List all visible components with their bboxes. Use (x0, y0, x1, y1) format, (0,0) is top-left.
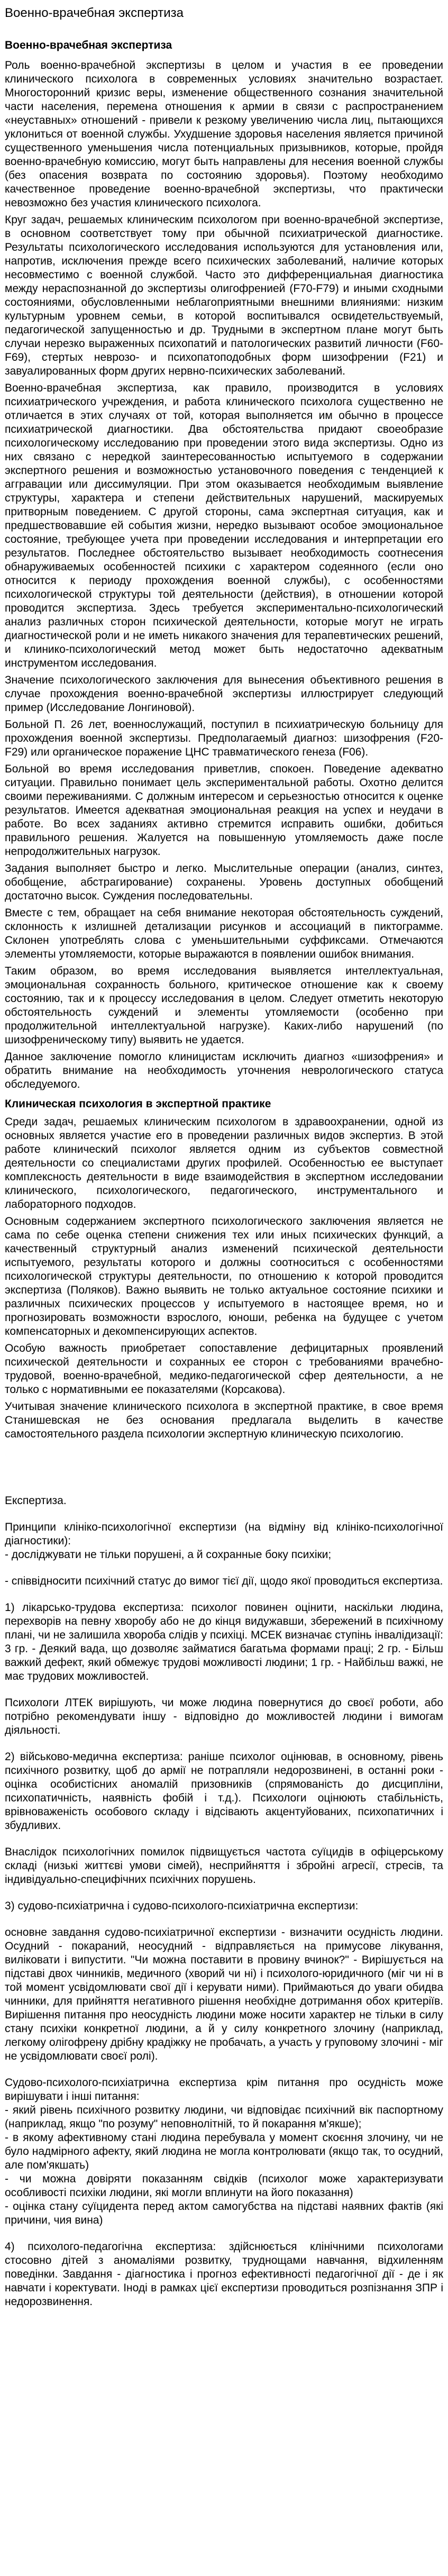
list-item: - співвідносити психічний статус до вимог тієї дії, щодо якої проводиться експертиза. (5, 1575, 443, 1587)
page-title: Военно-врачебная экспертиза (5, 6, 184, 20)
paragraph: Психологи ЛТЕК вирішують, чи може людина повернутися до своєї роботи, або потрібно рекомендувати іншу - відповідно до можливостей людини і вимогам діяльності. (5, 1697, 443, 1736)
list-item: - який рівень психічного розвитку людини, чи відповідає психічний вік паспортному (наприклад, якщо "по розуму" неповнолітній, то й покарання м'якше); (5, 2104, 443, 2130)
paragraph: 1) лікарсько-трудова експертиза: психолог повинен оцінити, наскільки людина, перехворів на певну хворобу або не до кінця видужавши, збережений в психічному плані, чи не залишила хвороба слідів у психіці. МСЕК визначає ступінь інвалідизації: 3 гр. - Деякий вада, що дозволяє займатися багатьма формами праці; 2 гр. - Більш важкий дефект, який обмежує трудові можливості людини; 1 гр. - Найбільш важкі, не має трудових можливостей. (5, 1601, 443, 1682)
paragraph: Учитывая значение клинического психолога в экспертной практике, в свое время Станишевская не без основания предлагала выделить в качестве самостоятельного раздела психологии экспертную клиническую психологию. (5, 1400, 443, 1440)
paragraph: Основным содержанием экспертного психологического заключения является не сама по себе оценка степени снижения тех или иных психических функций, а качественный структурный анализ изменений психической деятельности испытуемого, результаты которого и должны соотноситься с особенностями психологической структуры деятельности, по отношению к которой проводится экспертиза (Поляков). Важно выявить не только актуальное состояние психики и различных психических процессов у испытуемого в настоящее время, но и прогнозировать возможности взрослого, юноши, ребенка на будущее с учетом компенсаторных и декомпенсирующих аспектов. (5, 1215, 443, 1337)
list-item: - в якому афективному стані людина перебувала у момент скоєння злочину, чи не було надмірного афекту, який людина не могла контролювати (якщо так, то осудний, але пом'якшать) (5, 2132, 443, 2171)
section-title: Експертиза. (5, 1495, 67, 1507)
paragraph: 4) психолого-педагогічна експертиза: здійснюється клінічними психологами стосовно дітей з аномаліями розвитку, труднощами навчання, відхиленням поведінки. Завдання - діагностика і прогноз ефективності педагогічної дії - де і як навчати і коректувати. Іноді в рамках цієї експертизи проводиться розпізнання ЗПР і недорозвинення. (5, 2241, 443, 2308)
list-item: - досліджувати не тільки порушені, а й сохранные боку психіки; (5, 1549, 332, 1561)
military-medical-expertise-section (5, 38, 443, 1091)
list-item: - оцінка стану суїцидента перед актом самогубства на підставі наявних фактів (які причини, чия вина) (5, 2200, 443, 2226)
paragraph: Задания выполняет быстро и легко. Мыслительные операции (анализ, синтез, обобщение, абстрагирование) сохранены. Уровень доступных обобщений достаточно высок. Суждения последовательны. (5, 862, 443, 902)
section-heading: Военно-врачебная экспертиза (5, 39, 172, 51)
paragraph: Таким образом, во время исследования выявляется интеллектуальная, эмоциональная сохранность больного, критическое отношение как к своему состоянию, так и к процессу исследования в целом. Следует отметить некоторую обстоятельность суждений и элементы утомляемости (особенно при продолжительной интеллектуальной нагрузке). Каких-либо нарушений (по шизофреническому типу) выявить не удается. (5, 965, 443, 1046)
paragraph: Судово-психолого-психіатрична експертиза крім питання про осудність може вирішувати і інші питання: (5, 2077, 443, 2102)
expert-practice-section (5, 1097, 443, 1441)
list-item: - чи можна довіряти показанням свідків (психолог може характеризувати особливості психіки людини, які могли вплинути на його показання) (5, 2173, 443, 2199)
expertise-ukrainian-section (5, 1494, 443, 2309)
paragraph: Больной во время исследования приветлив, спокоен. Поведение адекватно ситуации. Правильно понимает цель экспериментальной работы. Охотно делится своими переживаниями. С должным интересом и серьезностью относится к оценке результатов. Имеется адекватная эмоциональная реакция на успех и неудачи в работе. Во всех заданиях активно стремится исправить ошибки, добиться правильного решения. Жалуется на повышенную утомляемость даже после непродолжительных нагрузок. (5, 763, 443, 858)
paragraph: 3) судово-психіатрична і судово-психолого-психіатрична експертизи: (5, 1900, 359, 1912)
paragraph: Данное заключение помогло клиницистам исключить диагноз «шизофрения» и обратить внимание на необходимость уточнения неврологического статуса обследуемого. (5, 1051, 443, 1090)
paragraph: Значение психологического заключения для вынесения объективного решения в случае прохождения военно-врачебной экспертизы иллюстрирует следующий пример (Исследование Лонгиновой). (5, 674, 443, 714)
paragraph: Внаслідок психологічних помилок підвищується частота суїцидів в офіцерському складі (низькі життєві умови сімей), несприйняття і збройні агресії, стресів, та індивідуально-специфічних психічних порушень. (5, 1846, 443, 1886)
paragraph: Военно-врачебная экспертиза, как правило, производится в условиях психиатрического учреждения, и работа клинического психолога существенно не отличается в этих случаях от той, которая выполняется им обычно в процессе психиатрической диагностики. Два обстоятельства придают своеобразие психологическому исследованию при проведении этого вида экспертизы. Одно из них связано с нередкой заинтересованностью испытуемого в содержании экспертного решения и возможностью установочного поведения с тенденцией к аггравации или диссимуляции. При этом оказывается необходимым выявление структуры, характера и степени действительных нарушений, маскируемых притворным поведением. С другой стороны, сама экспертная ситуация, как и предшествовавшие ей события жизни, нередко вызывают особое эмоциональное состояние, требующее учета при проведении исследования и интерпретации его результатов. Последнее обстоятельство вызывает необходимость соотнесения обнаруживаемых особенностей психики с характером содеянного (если оно относится к периоду прохождения военной службы), с особенностями психологической структуры той деятельности (действия), в отношении которой проводится экспертиза. Здесь требуется экспериментально-психологический анализ различных сторон психической деятельности, которые могут не играть диагностической роли и не иметь никакого значения для терапевтических решений, и клинико-психологический метод может быть недостаточно адекватным инструментом исследования. (5, 382, 443, 669)
paragraph: основне завдання судово-психіатричної експертизи - визначити осудність людини. Осудний - покараний, неосудний - відправляється на примусове лікування, виліковати і випустити. "Чи можна поставити в провину вчинок?" - Вирішується на підставі двох чинників, медичного (хворий чи ні) і психолого-юридичного (міг чи ні в той момент усвідомлювати свої дії і керувати ними). Приймаються до уваги обидва чинники, для прийняття негативного рішення необхідне дотримання обох критеріїв. Вирішення питання про неосудність людини може носити характер не тільки в силу стану психіки конкретної людини, а й у силу конкретного злочину (наприклад, легкому олігофрену дрібну крадіжку не пробачать, а участь у груповому злочині - міг не усвідомлювати своєї ролі). (5, 1926, 443, 2062)
paragraph: Роль военно-врачебной экспертизы в целом и участия в ее проведении клинического психолога в современных условиях значительно возрастает. Многосторонний кризис веры, изменение общественного сознания значительной части населения, перемена отношения к армии в связи с распространением «неуставных» отношений - привели к резкому увеличению числа лиц, пытающихся уклониться от военной службы. Ухудшение здоровья населения является причиной существенного уменьшения числа потенциальных призывников, которые, пройдя военно-врачебную комиссию, могут быть направлены для несения военной службы (без опасения возврата по состоянию здоровья). Поэтому необходимо качественное проведение военно-врачебной экспертизы, что практически невозможно без участия клинического психолога. (5, 59, 443, 209)
paragraph: Больной П. 26 лет, военнослужащий, поступил в психиатрическую больницу для прохождения военной экспертизы. Предполагаемый диагноз: шизофрения (F20-F29) или органическое поражение ЦНС травматического генеза (F06). (5, 718, 443, 758)
paragraph: Вместе с тем, обращает на себя внимание некоторая обстоятельность суждений, склонность к излишней детализации рисунков и ассоциаций в пиктограмме. Склонен употреблять слова с уменьшительными суффиксами. Отмечаются элементы утомляемости, которые выражаются в появлении ошибок внимания. (5, 907, 443, 960)
paragraph: Среди задач, решаемых клиническим психологом в здравоохранении, одной из основных является участие его в проведении различных видов экспертиз. В этой работе клинический психолог является одним из субъектов совместной деятельности со специалистами других профилей. Особенностью ее выступает комплексность деятельности в виде взаимодействия в экспертном исследовании клинического, психологического, педагогического, инструментального и лабораторного подходов. (5, 1116, 443, 1210)
paragraph: Принципи клініко-психологічної експертизи (на відміну від клініко-психологічної діагностики): (5, 1521, 443, 1547)
section-heading: Клиническая психология в экспертной практике (5, 1098, 271, 1110)
paragraph: Круг задач, решаемых клиническим психологом при военно-врачебной экспертизе, в основном соответствует тому при обычной психиатрической диагностике. Результаты психологического исследования используются для установления или, напротив, исключения прежде всего психических заболеваний, наличие которых несовместимо с военной службой. Часто это дифференциальная диагностика между нераспознанной до экспертизы олигофренией (F70-F79) и иными сходными состояниями, обусловленными неблагоприятными внешними влияниями: низким культурным уровнем семьи, в которой воспитывался освидетельствуемый, педагогической запущенностью и др. Трудными в экспертном плане могут быть случаи нерезко выраженных психопатий и патологических развитий личности (F60-F69), стертых неврозо- и психопатоподобных форм шизофрении (F21) и завуалированных форм других нервно-психических заболеваний. (5, 214, 443, 377)
paragraph: 2) військово-медична експертиза: раніше психолог оцінював, в основному, рівень психічного розвитку, щоб до армії не потрапляли недорозвинені, в останні роки - оцінка особистісних аномалій призовників (спрямованість до дисципліни, психопатичність, наявність фобій і т.д.). Психологи оцінюють стабільність, врівноваженість особового складу і відсівають акцентуйованих, психопатичних і збудливих. (5, 1751, 443, 1832)
paragraph: Особую важность приобретает сопоставление дефицитарных проявлений психической деятельности и сохранных ее сторон с требованиями врачебно-трудовой, военно-врачебной, медико-педагогической сфер деятельности, а не только с нормативными ее показателями (Корсакова). (5, 1342, 443, 1396)
